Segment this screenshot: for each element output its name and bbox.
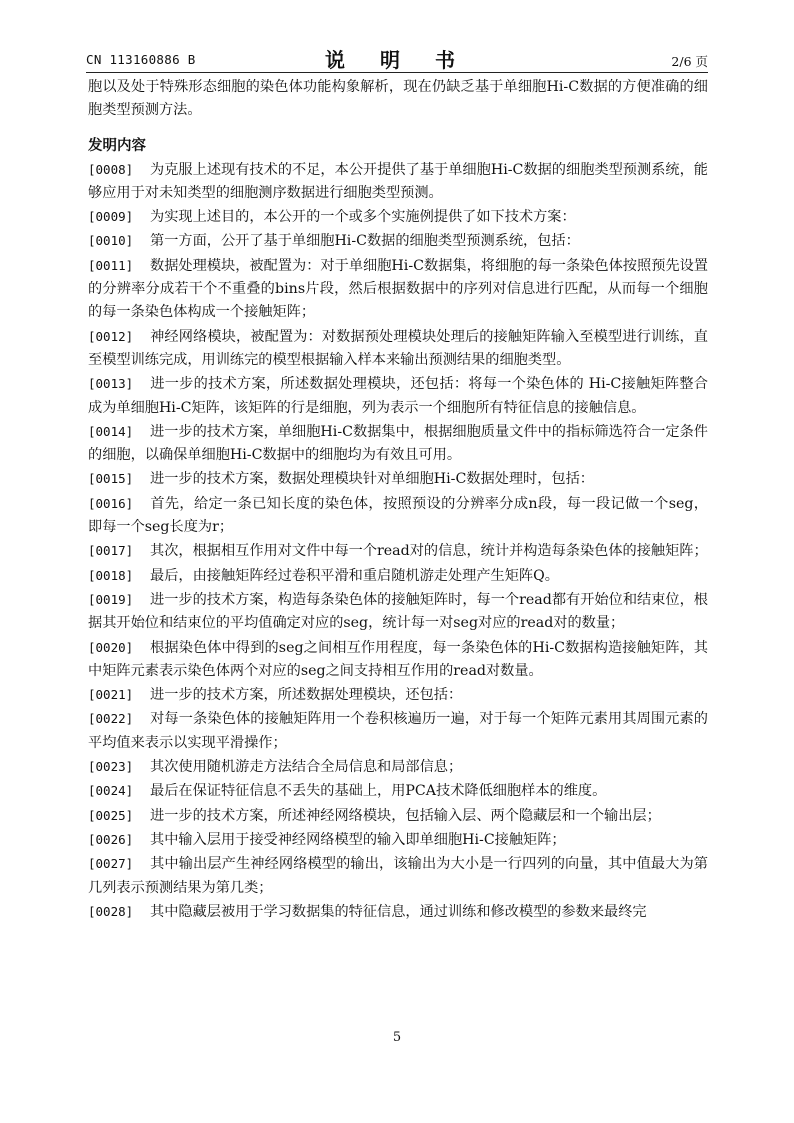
paragraph-number: [0013] bbox=[88, 376, 134, 392]
header-rule bbox=[86, 72, 708, 73]
paragraph bbox=[88, 564, 708, 588]
paragraph-text: 进一步的技术方案，数据处理模块针对单细胞Hi-C数据处理时，包括： bbox=[150, 471, 594, 488]
paragraph bbox=[88, 539, 708, 563]
paragraph bbox=[88, 828, 708, 852]
paragraph bbox=[88, 158, 708, 206]
paragraph-text: 最后在保证特征信息不丢失的基础上，用PCA技术降低细胞样本的维度。 bbox=[150, 783, 607, 800]
paragraph-text: 进一步的技术方案，所述数据处理模块，还包括： bbox=[150, 687, 463, 704]
document-title: 说 明 书 bbox=[325, 48, 469, 72]
paragraph-number: [0011] bbox=[88, 257, 134, 273]
page-header bbox=[86, 44, 708, 70]
paragraph-text: 进一步的技术方案，所述数据处理模块，还包括：将每一个染色体的 Hi-C接触矩阵整合成为单细胞Hi-C矩阵，该矩阵的行是细胞，列为表示一个细胞所有特征信息的接触信息。 bbox=[88, 376, 708, 416]
paragraph-number: [0028] bbox=[88, 903, 134, 919]
paragraph-text: 为实现上述目的，本公开的一个或多个实施例提供了如下技术方案： bbox=[150, 209, 576, 226]
page-counter: 2/6 页 bbox=[671, 54, 708, 69]
paragraph-text: 其中输入层用于接受神经网络模型的输入即单细胞Hi-C接触矩阵； bbox=[150, 831, 566, 848]
paragraph-text: 最后，由接触矩阵经过卷积平滑和重启随机游走处理产生矩阵Q。 bbox=[150, 567, 559, 584]
paragraph-text: 进一步的技术方案，构造每条染色体的接触矩阵时，每一个read都有开始位和结束位，根据其开始位和结束位的平均值确定对应的seg，统计每一对seg对应的read对的数量； bbox=[88, 591, 708, 632]
paragraph bbox=[88, 205, 708, 229]
paragraph bbox=[88, 372, 708, 420]
paragraph-number: [0019] bbox=[88, 591, 134, 607]
paragraph bbox=[88, 683, 708, 707]
paragraph-text: 第一方面，公开了基于单细胞Hi-C数据的细胞类型预测系统，包括： bbox=[150, 233, 580, 250]
paragraph bbox=[88, 325, 708, 373]
paragraph-text: 首先，给定一条已知长度的染色体，按照预设的分辨率分成n段，每一段记做一个seg，即每一个seg长度为r； bbox=[88, 495, 708, 536]
paragraph-number: [0018] bbox=[88, 567, 134, 583]
paragraph-number: [0021] bbox=[88, 687, 134, 703]
paragraph-number: [0016] bbox=[88, 495, 134, 511]
paragraph bbox=[88, 804, 708, 828]
paragraph-number: [0026] bbox=[88, 831, 134, 847]
paragraph-text: 其次使用随机游走方法结合全局信息和局部信息； bbox=[150, 759, 463, 776]
paragraph bbox=[88, 779, 708, 803]
patent-number: CN 113160886 B bbox=[86, 52, 196, 67]
paragraph-text: 其中隐藏层被用于学习数据集的特征信息，通过训练和修改模型的参数来最终完 bbox=[150, 903, 647, 920]
paragraph-text: 数据处理模块，被配置为：对于单细胞Hi-C数据集，将细胞的每一条染色体按照预先设置的分辨率分成若干个不重叠的bins片段，然后根据数据中的序列对信息进行匹配，从而每一个细胞的每一条染色体构成一个接触矩阵； bbox=[88, 257, 708, 321]
paragraph-number: [0025] bbox=[88, 807, 134, 823]
paragraph bbox=[88, 900, 708, 924]
paragraph-number: [0017] bbox=[88, 543, 134, 559]
paragraph bbox=[88, 636, 708, 684]
paragraph-number: [0012] bbox=[88, 328, 134, 344]
paragraph-number: [0023] bbox=[88, 759, 134, 775]
paragraph bbox=[88, 254, 708, 325]
paragraph-text: 对每一条染色体的接触矩阵用一个卷积核遍历一遍，对于每一个矩阵元素用其周围元素的平均值来表示以实现平滑操作； bbox=[88, 711, 708, 751]
section-heading: 发明内容 bbox=[88, 137, 146, 154]
paragraph-number: [0027] bbox=[88, 856, 134, 872]
paragraph-number: [0008] bbox=[88, 161, 134, 177]
paragraph-number: [0010] bbox=[88, 233, 134, 249]
paragraph-number: [0024] bbox=[88, 783, 134, 799]
paragraph-text: 为克服上述现有技术的不足，本公开提供了基于单细胞Hi-C数据的细胞类型预测系统，能够应用于对未知类型的细胞测序数据进行细胞类型预测。 bbox=[88, 161, 708, 201]
paragraph-text: 其中输出层产生神经网络模型的输出，该输出为大小是一行四列的向量，其中值最大为第几列表示预测结果为第几类； bbox=[88, 856, 708, 896]
paragraph bbox=[88, 755, 708, 779]
paragraph-number: [0020] bbox=[88, 639, 134, 655]
paragraph-number: [0022] bbox=[88, 711, 134, 727]
paragraph-text: 根据染色体中得到的seg之间相互作用程度，每一条染色体的Hi-C数据构造接触矩阵，其中矩阵元素表示染色体两个对应的seg之间支持相互作用的read对数量。 bbox=[88, 639, 708, 679]
paragraph-number: [0009] bbox=[88, 209, 134, 225]
paragraph-number: [0015] bbox=[88, 471, 134, 487]
paragraph bbox=[88, 492, 708, 540]
paragraph-number: [0014] bbox=[88, 423, 134, 439]
paragraph-list bbox=[88, 158, 708, 925]
paragraph bbox=[88, 467, 708, 491]
paragraph-text: 进一步的技术方案，所述神经网络模块，包括输入层、两个隐藏层和一个输出层； bbox=[150, 807, 661, 824]
paragraph-text: 神经网络模块，被配置为：对数据预处理模块处理后的接触矩阵输入至模型进行训练，直至模型训练完成，用训练完的模型根据输入样本来输出预测结果的细胞类型。 bbox=[88, 328, 708, 368]
paragraph bbox=[88, 420, 708, 468]
intro-paragraph: 胞以及处于特殊形态细胞的染色体功能构象解析，现在仍缺乏基于单细胞Hi-C数据的方便准确的细胞类型预测方法。 bbox=[88, 79, 708, 119]
paragraph bbox=[88, 588, 708, 636]
paragraph bbox=[88, 852, 708, 900]
document-body bbox=[88, 76, 708, 924]
paragraph-text: 其次，根据相互作用对文件中每一个read对的信息，统计并构造每条染色体的接触矩阵； bbox=[150, 543, 708, 560]
paragraph bbox=[88, 707, 708, 755]
paragraph bbox=[88, 229, 708, 253]
paragraph-text: 进一步的技术方案，单细胞Hi-C数据集中，根据细胞质量文件中的指标筛选符合一定条件的细胞，以确保单细胞Hi-C数据中的细胞均为有效且可用。 bbox=[88, 423, 708, 464]
page-number: 5 bbox=[392, 1030, 402, 1045]
